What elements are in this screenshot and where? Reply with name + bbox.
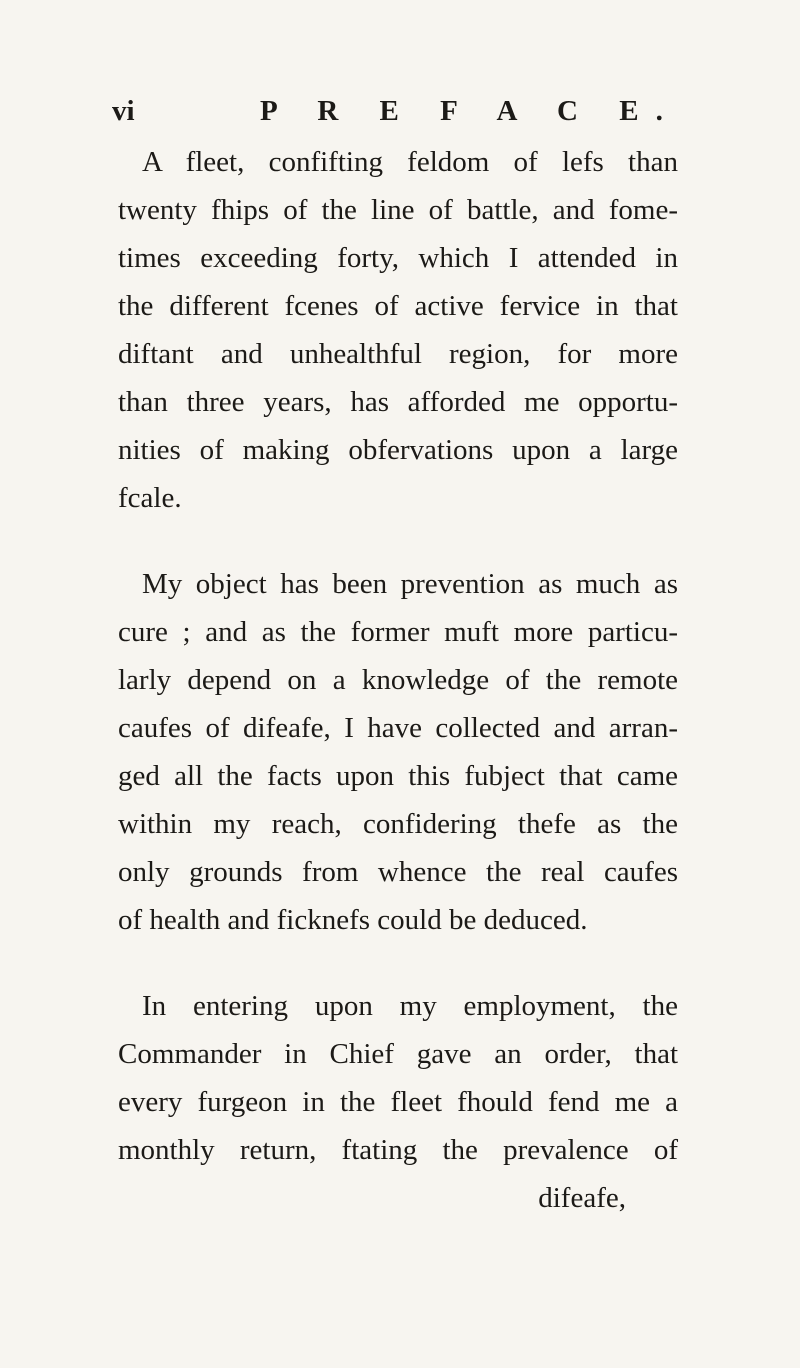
text-line: within my reach, confidering thefe as the xyxy=(118,808,678,840)
text-line: nities of making obfervations upon a large xyxy=(118,434,678,466)
text-line: caufes of difeafe, I have collected and arran- xyxy=(118,712,678,744)
paragraph-3 xyxy=(118,982,678,1174)
body-text xyxy=(118,138,678,1222)
text-line: A fleet, confifting feldom of lefs than xyxy=(142,146,678,178)
text-line: twenty fhips of the line of battle, and fome- xyxy=(118,194,678,226)
paragraph-1 xyxy=(118,138,678,522)
catchword: difeafe, xyxy=(538,1182,626,1214)
page-number: vi xyxy=(112,95,135,127)
text-line: In entering upon my employment, the xyxy=(142,990,678,1022)
text-line: the different fcenes of active fervice in that xyxy=(118,290,678,322)
text-line: every furgeon in the fleet fhould fend me a xyxy=(118,1086,678,1118)
text-line: ged all the facts upon this fubject that came xyxy=(118,760,678,792)
running-title: P R E F A C E. xyxy=(260,95,680,127)
text-line: larly depend on a knowledge of the remote xyxy=(118,664,678,696)
text-line: than three years, has afforded me opportu- xyxy=(118,386,678,418)
text-line: only grounds from whence the real caufes xyxy=(118,856,678,888)
paragraph-gap xyxy=(118,944,678,982)
paragraph-gap xyxy=(118,522,678,560)
text-line: Commander in Chief gave an order, that xyxy=(118,1038,678,1070)
text-line: times exceeding forty, which I attended in xyxy=(118,242,678,274)
text-line: My object has been prevention as much as xyxy=(142,568,678,600)
text-line: monthly return, ftating the prevalence of xyxy=(118,1134,678,1166)
text-line: diftant and unhealthful region, for more xyxy=(118,338,678,370)
text-line: of health and ficknefs could be deduced. xyxy=(118,904,588,936)
running-head xyxy=(112,91,712,131)
text-line: cure ; and as the former muft more particu- xyxy=(118,616,678,648)
paragraph-2 xyxy=(118,560,678,944)
text-line: fcale. xyxy=(118,482,182,514)
